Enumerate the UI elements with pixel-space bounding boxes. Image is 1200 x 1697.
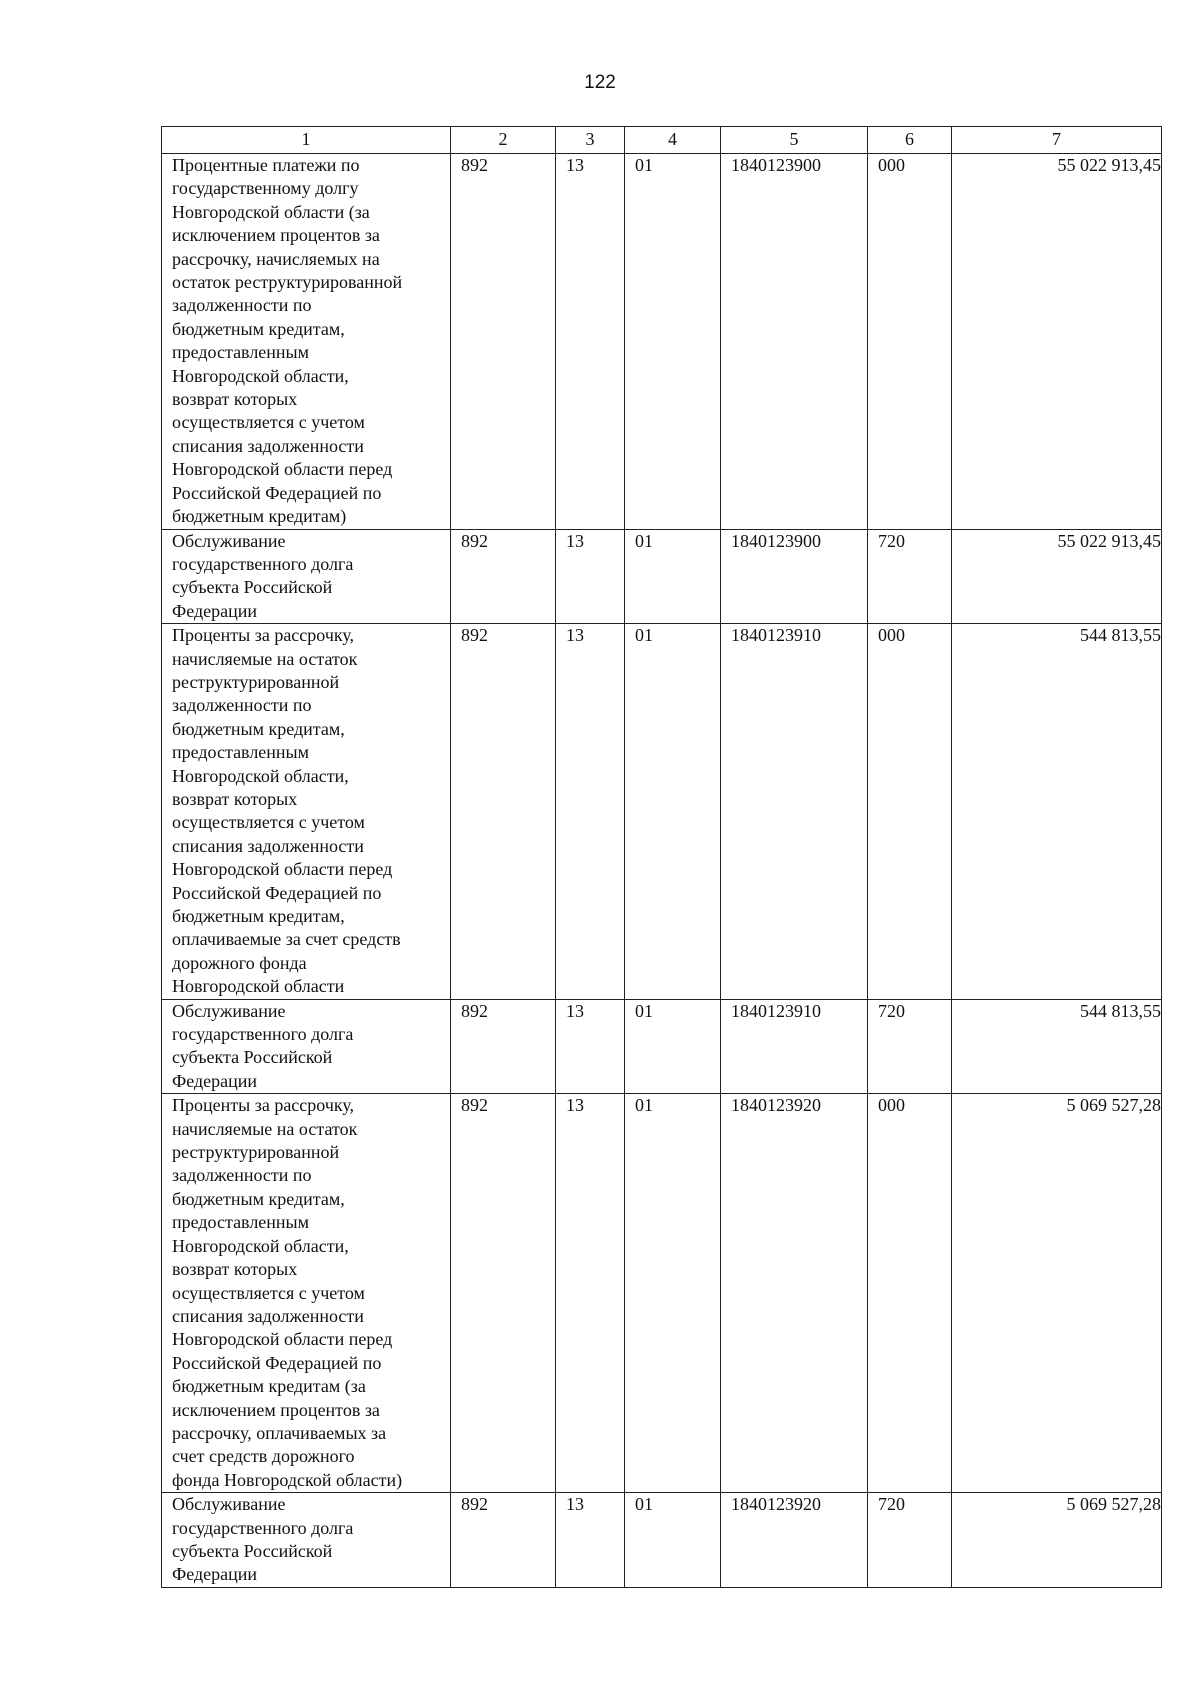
row-description: Проценты за рассрочку, начисляемые на остаток реструктурированной задолженности по бюджетным кредитам, предоставленным Новгородской области, возврат которых осуществляется с учетом списания задолженности Новгородской области перед Российской Федерацией по бюджетным кредитам, оплачиваемые за счет средств дорожного фонда Новгородской области — [162, 624, 451, 1000]
cell-amount: 55 022 913,45 — [952, 529, 1162, 624]
table-row — [162, 529, 1162, 624]
column-header: 7 — [952, 127, 1162, 154]
column-header: 2 — [451, 127, 556, 154]
cell-target-article: 1840123920 — [721, 1094, 868, 1493]
column-header: 4 — [625, 127, 721, 154]
cell-code: 892 — [451, 1493, 556, 1588]
column-header: 3 — [556, 127, 625, 154]
column-header: 5 — [721, 127, 868, 154]
table-row — [162, 624, 1162, 1000]
cell-section: 13 — [556, 1493, 625, 1588]
table-row — [162, 154, 1162, 530]
cell-code: 892 — [451, 999, 556, 1094]
cell-expense-type: 720 — [868, 999, 952, 1094]
cell-section: 13 — [556, 529, 625, 624]
cell-code: 892 — [451, 1094, 556, 1493]
row-description: Процентные платежи по государственному долгу Новгородской области (за исключением процентов за рассрочку, начисляемых на остаток реструктурированной задолженности по бюджетным кредитам, предоставленным Новгородской области, возврат которых осуществляется с учетом списания задолженности Новгородской области перед Российской Федерацией по бюджетным кредитам) — [162, 154, 451, 530]
cell-amount: 5 069 527,28 — [952, 1493, 1162, 1588]
cell-section: 13 — [556, 999, 625, 1094]
table-row — [162, 1094, 1162, 1493]
column-header: 6 — [868, 127, 952, 154]
cell-target-article: 1840123910 — [721, 624, 868, 1000]
cell-amount: 5 069 527,28 — [952, 1094, 1162, 1493]
table-header-row — [162, 127, 1162, 154]
cell-target-article: 1840123900 — [721, 154, 868, 530]
column-header: 1 — [162, 127, 451, 154]
cell-target-article: 1840123910 — [721, 999, 868, 1094]
cell-code: 892 — [451, 624, 556, 1000]
table-row — [162, 1493, 1162, 1588]
cell-expense-type: 720 — [868, 1493, 952, 1588]
cell-amount: 544 813,55 — [952, 624, 1162, 1000]
row-description: Обслуживание государственного долга субъекта Российской Федерации — [162, 999, 451, 1094]
cell-target-article: 1840123900 — [721, 529, 868, 624]
cell-section: 13 — [556, 1094, 625, 1493]
cell-section: 13 — [556, 624, 625, 1000]
cell-subsection: 01 — [625, 1094, 721, 1493]
row-description: Проценты за рассрочку, начисляемые на остаток реструктурированной задолженности по бюджетным кредитам, предоставленным Новгородской области, возврат которых осуществляется с учетом списания задолженности Новгородской области перед Российской Федерацией по бюджетным кредитам (за исключением процентов за рассрочку, оплачиваемых за счет средств дорожного фонда Новгородской области) — [162, 1094, 451, 1493]
cell-subsection: 01 — [625, 999, 721, 1094]
cell-subsection: 01 — [625, 154, 721, 530]
cell-subsection: 01 — [625, 1493, 721, 1588]
cell-amount: 55 022 913,45 — [952, 154, 1162, 530]
cell-target-article: 1840123920 — [721, 1493, 868, 1588]
page-number: 122 — [584, 72, 616, 93]
cell-expense-type: 720 — [868, 529, 952, 624]
cell-expense-type: 000 — [868, 1094, 952, 1493]
cell-amount: 544 813,55 — [952, 999, 1162, 1094]
cell-expense-type: 000 — [868, 624, 952, 1000]
row-description: Обслуживание государственного долга субъекта Российской Федерации — [162, 1493, 451, 1588]
cell-code: 892 — [451, 529, 556, 624]
budget-table — [161, 126, 1162, 1588]
cell-section: 13 — [556, 154, 625, 530]
cell-subsection: 01 — [625, 529, 721, 624]
cell-expense-type: 000 — [868, 154, 952, 530]
cell-code: 892 — [451, 154, 556, 530]
row-description: Обслуживание государственного долга субъекта Российской Федерации — [162, 529, 451, 624]
table-row — [162, 999, 1162, 1094]
cell-subsection: 01 — [625, 624, 721, 1000]
